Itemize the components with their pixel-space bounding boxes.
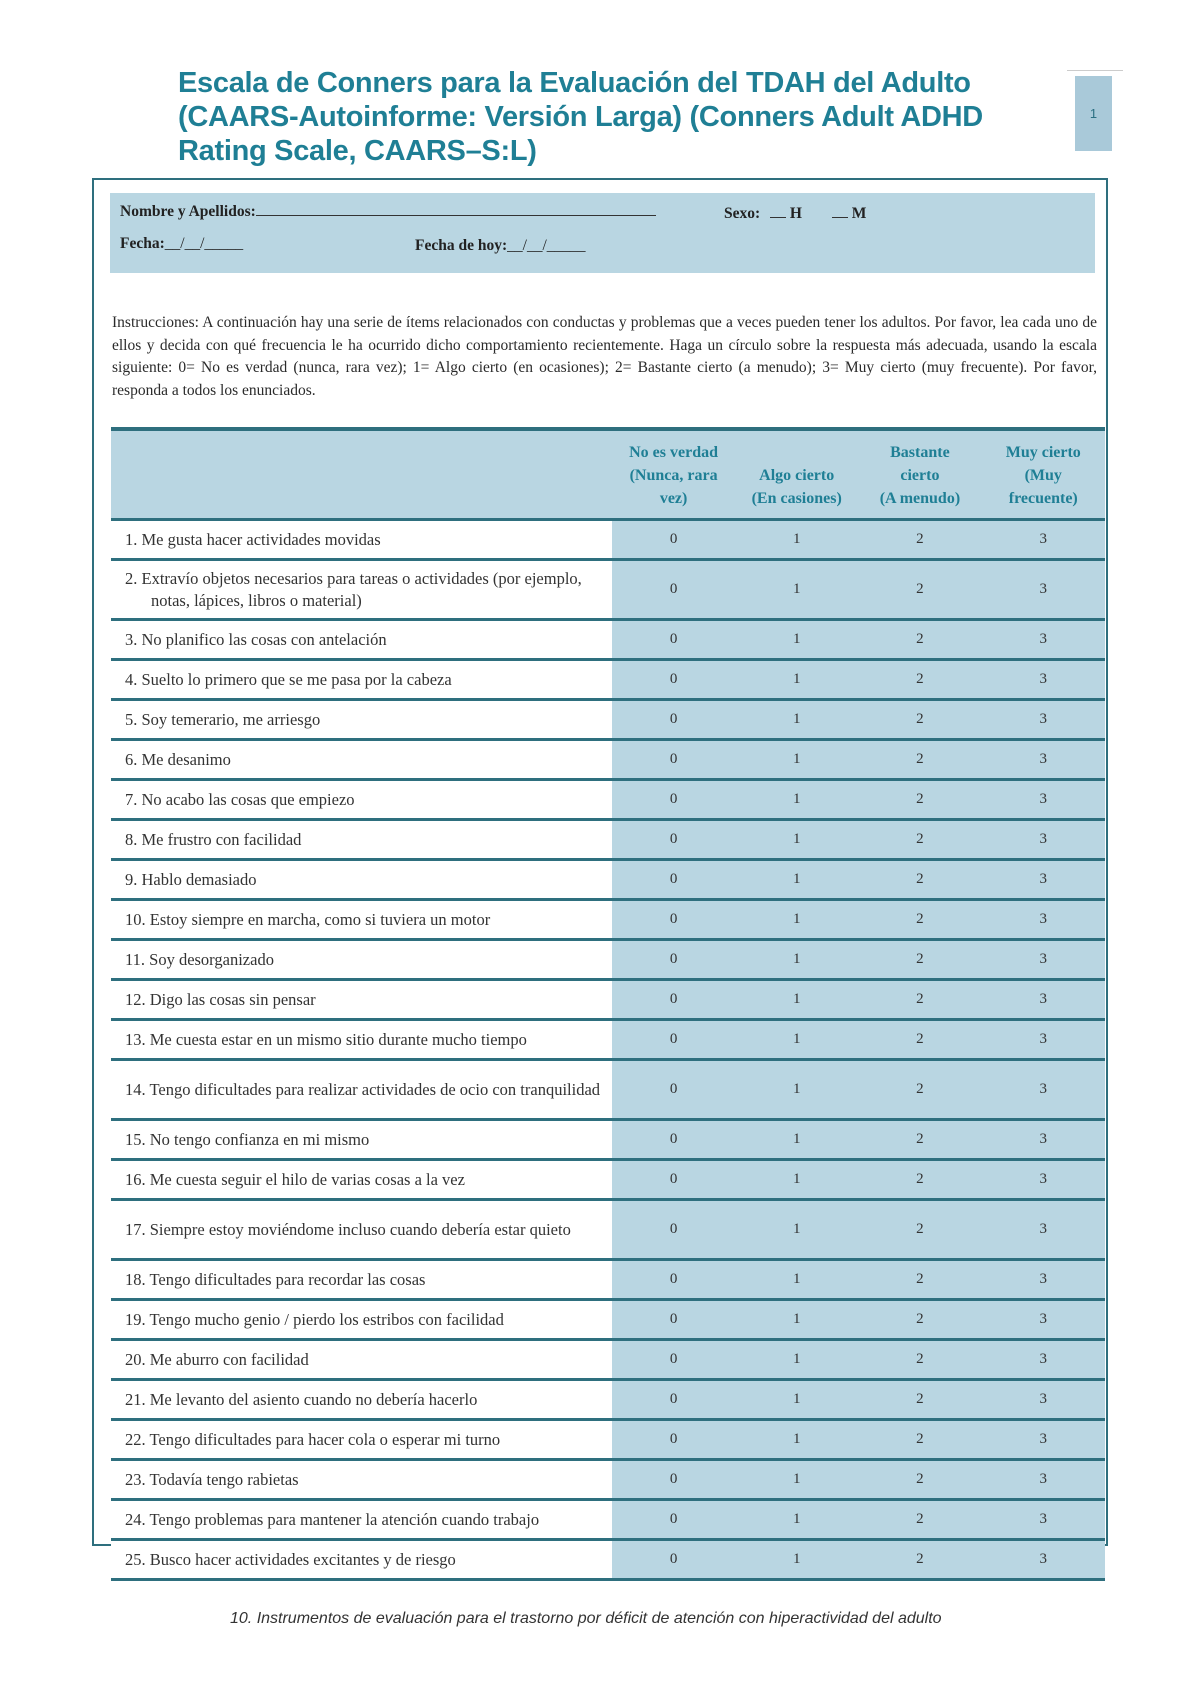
rating-option-3[interactable]: 3 (982, 1060, 1105, 1120)
rating-option-3[interactable]: 3 (982, 740, 1105, 780)
item-text-cell (111, 700, 612, 740)
item-text-cell (111, 980, 612, 1020)
title-line-2: (CAARS-Autoinforme: Versión Larga) (Conners Adult ADHD (178, 101, 983, 133)
rating-option-1[interactable]: 1 (735, 740, 858, 780)
rating-option-0[interactable]: 0 (612, 940, 735, 980)
rating-option-3[interactable]: 3 (982, 560, 1105, 620)
rating-option-3[interactable]: 3 (982, 700, 1105, 740)
item-number: 7. (125, 789, 138, 809)
rating-option-0[interactable]: 0 (612, 1340, 735, 1380)
table-row (111, 700, 1105, 740)
rating-option-1[interactable]: 1 (735, 1200, 858, 1260)
page-number-tab: 1 (1075, 76, 1112, 151)
column-header-0: No es verdad (Nunca, rara vez) (612, 429, 735, 520)
rating-option-0[interactable]: 0 (612, 660, 735, 700)
rating-option-0[interactable]: 0 (612, 980, 735, 1020)
table-row (111, 1420, 1105, 1460)
table-row (111, 560, 1105, 620)
rating-option-0[interactable]: 0 (612, 1020, 735, 1060)
rating-option-0[interactable]: 0 (612, 1540, 735, 1580)
item-number: 24. (125, 1509, 146, 1529)
item-text: Hablo demasiado (141, 869, 257, 889)
item-number: 19. (125, 1309, 146, 1329)
table-row (111, 1020, 1105, 1060)
rating-option-2[interactable]: 2 (858, 860, 981, 900)
rating-option-0[interactable]: 0 (612, 1500, 735, 1540)
rating-option-2[interactable]: 2 (858, 560, 981, 620)
rating-option-3[interactable]: 3 (982, 1540, 1105, 1580)
sex-m-label: M (851, 205, 867, 222)
rating-option-2[interactable]: 2 (858, 900, 981, 940)
page-tab-rule (1067, 70, 1123, 71)
item-text-cell (111, 1160, 612, 1200)
item-number: 12. (125, 989, 146, 1009)
item-text: Soy temerario, me arriesgo (141, 709, 321, 729)
rating-option-0[interactable]: 0 (612, 820, 735, 860)
rating-option-0[interactable]: 0 (612, 860, 735, 900)
column-header-1: Algo cierto (En casiones) (735, 429, 858, 520)
rating-option-0[interactable]: 0 (612, 1060, 735, 1120)
rating-option-1[interactable]: 1 (735, 1060, 858, 1120)
item-text: Me desanimo (141, 749, 231, 769)
today-date-label: Fecha de hoy: (415, 237, 508, 254)
item-text-cell (111, 1340, 612, 1380)
table-row (111, 1460, 1105, 1500)
rating-option-2[interactable]: 2 (858, 520, 981, 560)
table-row (111, 1500, 1105, 1540)
item-text: Tengo dificultades para hacer cola o esperar mi turno (149, 1429, 501, 1449)
item-number: 1. (125, 529, 138, 549)
table-header-row (111, 429, 1105, 520)
table-row (111, 860, 1105, 900)
item-text: Me gusta hacer actividades movidas (141, 529, 381, 549)
rating-option-0[interactable]: 0 (612, 700, 735, 740)
item-text: No tengo confianza en mi mismo (149, 1129, 370, 1149)
rating-option-0[interactable]: 0 (612, 900, 735, 940)
rating-option-0[interactable]: 0 (612, 1260, 735, 1300)
item-text: Estoy siempre en marcha, como si tuviera un motor (149, 909, 491, 929)
item-text-cell (111, 780, 612, 820)
rating-option-1[interactable]: 1 (735, 940, 858, 980)
sex-h-checkbox[interactable] (770, 204, 786, 218)
rating-option-2[interactable]: 2 (858, 820, 981, 860)
item-text: Tengo problemas para mantener la atención cuando trabajo (149, 1509, 540, 1529)
table-row (111, 780, 1105, 820)
rating-option-3[interactable]: 3 (982, 1200, 1105, 1260)
rating-option-0[interactable]: 0 (612, 1160, 735, 1200)
rating-option-3[interactable]: 3 (982, 1420, 1105, 1460)
rating-option-1[interactable]: 1 (735, 1460, 858, 1500)
item-number: 17. (125, 1219, 146, 1239)
rating-option-0[interactable]: 0 (612, 1460, 735, 1500)
date-label: Fecha: (120, 235, 165, 252)
rating-option-0[interactable]: 0 (612, 780, 735, 820)
item-text-cell (111, 1380, 612, 1420)
rating-option-1[interactable]: 1 (735, 1540, 858, 1580)
item-text: No planifico las cosas con antelación (141, 629, 387, 649)
rating-option-2[interactable]: 2 (858, 1460, 981, 1500)
item-text: Digo las cosas sin pensar (149, 989, 316, 1009)
item-text-cell (111, 560, 612, 620)
sex-field (724, 204, 866, 223)
rating-option-3[interactable]: 3 (982, 620, 1105, 660)
sex-h-label: H (789, 205, 802, 222)
rating-option-1[interactable]: 1 (735, 900, 858, 940)
rating-option-3[interactable]: 3 (982, 860, 1105, 900)
item-text-cell (111, 660, 612, 700)
item-number: 13. (125, 1029, 146, 1049)
rating-option-1[interactable]: 1 (735, 1380, 858, 1420)
rating-option-0[interactable]: 0 (612, 1420, 735, 1460)
rating-option-1[interactable]: 1 (735, 560, 858, 620)
rating-table (111, 427, 1105, 1581)
date-field[interactable] (120, 235, 243, 253)
table-row (111, 1380, 1105, 1420)
rating-option-3[interactable]: 3 (982, 1460, 1105, 1500)
item-number: 8. (125, 829, 138, 849)
table-row (111, 740, 1105, 780)
page-title (178, 66, 1058, 168)
rating-option-1[interactable]: 1 (735, 1340, 858, 1380)
item-text-cell (111, 1540, 612, 1580)
name-input-line[interactable] (256, 202, 656, 216)
rating-option-1[interactable]: 1 (735, 1020, 858, 1060)
sex-label: Sexo: (724, 205, 761, 222)
rating-option-2[interactable]: 2 (858, 1380, 981, 1420)
rating-option-3[interactable]: 3 (982, 980, 1105, 1020)
rating-option-1[interactable]: 1 (735, 1420, 858, 1460)
item-text-cell (111, 1300, 612, 1340)
rating-option-2[interactable]: 2 (858, 1260, 981, 1300)
rating-option-0[interactable]: 0 (612, 1380, 735, 1420)
item-text-cell (111, 860, 612, 900)
rating-option-3[interactable]: 3 (982, 900, 1105, 940)
item-text-cell (111, 1120, 612, 1160)
rating-option-2[interactable]: 2 (858, 1500, 981, 1540)
rating-option-2[interactable]: 2 (858, 1160, 981, 1200)
item-text-cell (111, 940, 612, 980)
sex-m-checkbox[interactable] (832, 204, 848, 218)
item-text-cell (111, 740, 612, 780)
rating-option-2[interactable]: 2 (858, 1200, 981, 1260)
item-number: 9. (125, 869, 138, 889)
item-number: 16. (125, 1169, 146, 1189)
rating-option-3[interactable]: 3 (982, 1160, 1105, 1200)
item-number: 20. (125, 1349, 146, 1369)
rating-option-3[interactable]: 3 (982, 1120, 1105, 1160)
rating-option-2[interactable]: 2 (858, 1540, 981, 1580)
rating-option-3[interactable]: 3 (982, 660, 1105, 700)
table-row (111, 940, 1105, 980)
rating-option-3[interactable]: 3 (982, 780, 1105, 820)
rating-option-3[interactable]: 3 (982, 1260, 1105, 1300)
rating-option-0[interactable]: 0 (612, 1300, 735, 1340)
rating-option-1[interactable]: 1 (735, 1160, 858, 1200)
rating-option-3[interactable]: 3 (982, 940, 1105, 980)
rating-option-3[interactable]: 3 (982, 1500, 1105, 1540)
item-text-cell (111, 520, 612, 560)
item-text: Todavía tengo rabietas (149, 1469, 299, 1489)
rating-option-3[interactable]: 3 (982, 1380, 1105, 1420)
table-row (111, 1200, 1105, 1260)
item-number: 25. (125, 1549, 146, 1569)
item-text-cell (111, 1200, 612, 1260)
rating-option-2[interactable]: 2 (858, 1060, 981, 1120)
rating-option-0[interactable]: 0 (612, 620, 735, 660)
table-row (111, 1260, 1105, 1300)
table-row (111, 900, 1105, 940)
item-text-cell (111, 1460, 612, 1500)
item-text-cell (111, 1260, 612, 1300)
item-number: 2. (125, 568, 138, 588)
rating-option-2[interactable]: 2 (858, 780, 981, 820)
rating-option-3[interactable]: 3 (982, 1300, 1105, 1340)
item-text: Siempre estoy moviéndome incluso cuando debería estar quieto (149, 1219, 571, 1239)
column-header-2: Bastante cierto (A menudo) (858, 429, 981, 520)
table-row (111, 1160, 1105, 1200)
item-text-cell (111, 1500, 612, 1540)
rating-option-1[interactable]: 1 (735, 1120, 858, 1160)
item-number: 22. (125, 1429, 146, 1449)
table-row (111, 1120, 1105, 1160)
name-field[interactable] (120, 202, 656, 221)
item-text: No acabo las cosas que empiezo (141, 789, 355, 809)
title-line-1: Escala de Conners para la Evaluación del TDAH del Adulto (178, 67, 971, 99)
rating-option-2[interactable]: 2 (858, 1300, 981, 1340)
item-text: Tengo mucho genio / pierdo los estribos con facilidad (149, 1309, 504, 1329)
rating-option-1[interactable]: 1 (735, 1260, 858, 1300)
item-text-cell (111, 900, 612, 940)
rating-option-1[interactable]: 1 (735, 980, 858, 1020)
item-text: Me cuesta seguir el hilo de varias cosas a la vez (149, 1169, 465, 1189)
rating-option-0[interactable]: 0 (612, 1200, 735, 1260)
item-number: 11. (125, 949, 146, 969)
item-text: Soy desorganizado (149, 949, 274, 969)
rating-option-0[interactable]: 0 (612, 560, 735, 620)
rating-option-0[interactable]: 0 (612, 740, 735, 780)
table-row (111, 980, 1105, 1020)
table-row (111, 1060, 1105, 1120)
rating-option-2[interactable]: 2 (858, 740, 981, 780)
item-text-cell (111, 1060, 612, 1120)
table-row (111, 620, 1105, 660)
rating-option-2[interactable]: 2 (858, 700, 981, 740)
rating-option-2[interactable]: 2 (858, 1120, 981, 1160)
item-text-cell (111, 820, 612, 860)
rating-option-2[interactable]: 2 (858, 660, 981, 700)
item-text: Suelto lo primero que se me pasa por la cabeza (141, 669, 452, 689)
rating-option-1[interactable]: 1 (735, 780, 858, 820)
item-text: Extravío objetos necesarios para tareas o actividades (por ejemplo, notas, lápices, libros o material) (141, 568, 582, 610)
rating-option-3[interactable]: 3 (982, 1340, 1105, 1380)
today-date-field[interactable] (415, 237, 586, 255)
item-text: Tengo dificultades para realizar actividades de ocio con tranquilidad (149, 1079, 601, 1099)
item-text-cell (111, 1020, 612, 1060)
today-date-input[interactable]: __/__/_____ (507, 237, 586, 254)
page-footer: 10. Instrumentos de evaluación para el trastorno por déficit de atención con hiperactividad del adulto (230, 1610, 942, 1627)
item-text: Tengo dificultades para recordar las cosas (149, 1269, 426, 1289)
item-text: Busco hacer actividades excitantes y de riesgo (149, 1549, 456, 1569)
item-text: Me aburro con facilidad (149, 1349, 309, 1369)
rating-option-3[interactable]: 3 (982, 1020, 1105, 1060)
item-number: 15. (125, 1129, 146, 1149)
item-number: 18. (125, 1269, 146, 1289)
date-input[interactable]: __/__/_____ (164, 235, 244, 252)
table-row (111, 820, 1105, 860)
item-number: 21. (125, 1389, 146, 1409)
item-text: Me levanto del asiento cuando no debería hacerlo (149, 1389, 478, 1409)
rating-option-2[interactable]: 2 (858, 1420, 981, 1460)
title-line-3: Rating Scale, CAARS–S:L) (178, 135, 537, 167)
rating-option-0[interactable]: 0 (612, 520, 735, 560)
identification-box (110, 193, 1095, 273)
rating-option-3[interactable]: 3 (982, 520, 1105, 560)
instructions-text: Instrucciones: A continuación hay una serie de ítems relacionados con conductas y problemas que a veces pueden tener los adultos. Por favor, lea cada uno de ellos y decida con qué frecuencia le ha ocurrido dicho comportamiento recientemente. Haga un círculo sobre la respuesta más adecuada, usando la escala siguiente: 0= No es verdad (nunca, rara vez); 1= Algo cierto (en ocasiones); 2= Bastante cierto (a menudo); 3= Muy cierto (muy frecuente). Por favor, responda a todos los enunciados. (112, 314, 1097, 399)
item-column-header (111, 429, 612, 520)
rating-option-1[interactable]: 1 (735, 820, 858, 860)
column-header-3: Muy cierto (Muy frecuente) (982, 429, 1105, 520)
rating-option-0[interactable]: 0 (612, 1120, 735, 1160)
rating-option-1[interactable]: 1 (735, 1300, 858, 1340)
rating-option-2[interactable]: 2 (858, 1020, 981, 1060)
table-row (111, 1540, 1105, 1580)
name-label: Nombre y Apellidos: (120, 203, 256, 220)
rating-option-1[interactable]: 1 (735, 700, 858, 740)
table-row (111, 660, 1105, 700)
rating-option-2[interactable]: 2 (858, 620, 981, 660)
table-row (111, 1340, 1105, 1380)
rating-option-3[interactable]: 3 (982, 820, 1105, 860)
item-text-cell (111, 1420, 612, 1460)
item-number: 14. (125, 1079, 146, 1099)
item-text: Me cuesta estar en un mismo sitio durante mucho tiempo (149, 1029, 527, 1049)
rating-option-2[interactable]: 2 (858, 940, 981, 980)
item-number: 6. (125, 749, 138, 769)
item-number: 3. (125, 629, 138, 649)
item-text-cell (111, 620, 612, 660)
table-row (111, 1300, 1105, 1340)
item-number: 4. (125, 669, 138, 689)
item-number: 23. (125, 1469, 146, 1489)
rating-option-1[interactable]: 1 (735, 620, 858, 660)
rating-option-2[interactable]: 2 (858, 980, 981, 1020)
rating-option-1[interactable]: 1 (735, 520, 858, 560)
rating-option-1[interactable]: 1 (735, 660, 858, 700)
item-number: 10. (125, 909, 146, 929)
rating-option-2[interactable]: 2 (858, 1340, 981, 1380)
item-text: Me frustro con facilidad (141, 829, 302, 849)
table-row (111, 520, 1105, 560)
rating-option-1[interactable]: 1 (735, 860, 858, 900)
item-number: 5. (125, 709, 138, 729)
rating-option-1[interactable]: 1 (735, 1500, 858, 1540)
